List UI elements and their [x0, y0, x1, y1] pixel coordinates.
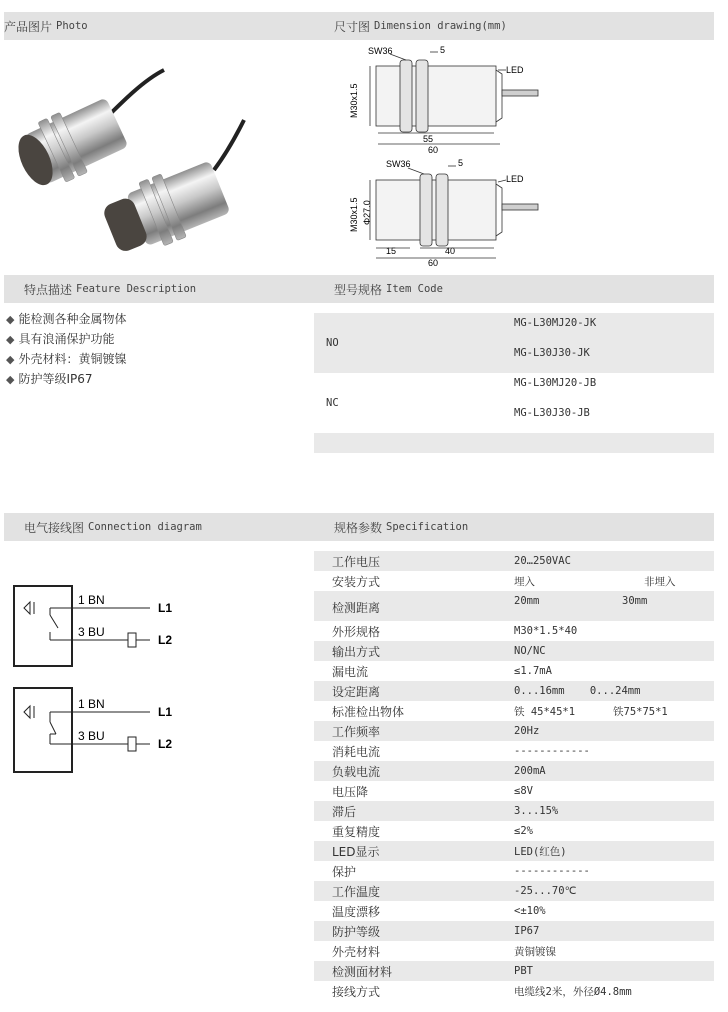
- spec-value: ≤1.7mA: [514, 665, 552, 677]
- nut-label-top: 5: [440, 45, 446, 55]
- item-code: MG-L30J30-JK: [514, 347, 590, 359]
- spec-key: 接线方式: [332, 984, 381, 999]
- wire-bu-no: 3 BU: [78, 625, 105, 639]
- spec-key: 温度漂移: [332, 904, 381, 919]
- feature-item: ◆ 防护等级IP67: [6, 372, 93, 386]
- connection-title-cn: 电气接线图: [24, 520, 85, 535]
- spec-key: 防护等级: [332, 924, 381, 939]
- spec-value: NO/NC: [514, 645, 546, 657]
- terminal-l1-no: L1: [158, 601, 173, 615]
- spec-key: 工作电压: [332, 554, 381, 569]
- wire-bu-nc: 3 BU: [78, 729, 105, 743]
- spec-key: 工作温度: [332, 884, 381, 899]
- dimension-title-cn: 尺寸图: [334, 19, 371, 34]
- spec-row: [314, 591, 714, 621]
- diamond-bullet-icon: ◆: [6, 373, 15, 386]
- spec-row: [314, 741, 714, 761]
- dim-60-bottom: 60: [428, 258, 439, 268]
- specification-title-cn: 规格参数: [334, 520, 383, 535]
- spec-row: [314, 571, 714, 591]
- dimension-title-en: Dimension drawing(mm): [374, 20, 507, 32]
- item-code-row-nc: [314, 373, 714, 433]
- connection-header: [4, 513, 314, 541]
- spec-value: ≤8V: [514, 785, 533, 797]
- dimension-header: [314, 12, 714, 40]
- spec-value: 20…250VAC: [514, 555, 571, 567]
- thread-label-bottom: M30x1.5: [349, 197, 359, 232]
- spec-value: IP67: [514, 925, 540, 937]
- spec-row: [314, 781, 714, 801]
- spec-key: 保护: [332, 864, 357, 879]
- spec-row: [314, 821, 714, 841]
- spec-key: 漏电流: [332, 664, 369, 679]
- spec-value: -25...70℃: [514, 885, 577, 897]
- output-type-nc: NC: [326, 397, 339, 409]
- dim-60-top: 60: [428, 145, 439, 155]
- spec-row: [314, 761, 714, 781]
- item-code-empty-row: [314, 433, 714, 453]
- spec-value: 200mA: [514, 765, 546, 777]
- spec-row: [314, 901, 714, 921]
- specification-header: [314, 513, 714, 541]
- terminal-l2-nc: L2: [158, 737, 173, 751]
- spec-row: [314, 551, 714, 571]
- spec-value: ------------: [514, 865, 590, 877]
- spec-row: [314, 721, 714, 741]
- led-label-bottom: LED: [506, 174, 524, 184]
- nut-label-bottom: 5: [458, 158, 464, 168]
- spec-key: 负载电流: [332, 764, 381, 779]
- output-type-no: NO: [326, 337, 339, 349]
- feature-item: ◆ 能检测各种金属物体: [6, 312, 127, 326]
- led-label-top: LED: [506, 65, 524, 75]
- item-code-row-no: [314, 313, 714, 373]
- spec-value: M30*1.5*40: [514, 625, 578, 637]
- sw-label-top: SW36: [368, 46, 393, 56]
- spec-row: [314, 981, 714, 1001]
- photo-title-cn: 产品图片: [4, 19, 53, 34]
- spec-row: [314, 801, 714, 821]
- terminal-l2-no: L2: [158, 633, 173, 647]
- dim-15: 15: [386, 246, 397, 256]
- spec-value: LED(红色): [514, 845, 567, 858]
- item-code-title-en: Item Code: [386, 283, 443, 295]
- thread-label-top: M30x1.5: [349, 83, 359, 118]
- diamond-bullet-icon: ◆: [6, 353, 15, 366]
- spec-key: 检测面材料: [332, 964, 393, 979]
- spec-row: [314, 641, 714, 661]
- specification-title-en: Specification: [386, 521, 469, 533]
- spec-value-2: 非埋入: [644, 575, 676, 588]
- spec-row: [314, 701, 714, 721]
- wire-bn-nc: 1 BN: [78, 697, 105, 711]
- spec-value: 电缆线2米，外径Ø4.8mm: [514, 985, 632, 998]
- wire-bn-no: 1 BN: [78, 593, 105, 607]
- spec-key: 滞后: [332, 804, 357, 819]
- feature-item: ◆ 具有浪涌保护功能: [6, 332, 115, 346]
- spec-row: [314, 881, 714, 901]
- spec-row: [314, 861, 714, 881]
- item-code-title-cn: 型号规格: [334, 282, 383, 297]
- spec-value: ≤2%: [514, 825, 533, 837]
- photo-title-en: Photo: [56, 20, 88, 32]
- spec-value: 埋入: [514, 575, 535, 588]
- dimension-drawing: [330, 40, 550, 270]
- spec-key: 安装方式: [332, 574, 381, 589]
- item-code: MG-L30J30-JB: [514, 407, 590, 419]
- spec-row: [314, 941, 714, 961]
- spec-key: 标准检出物体: [332, 704, 405, 719]
- terminal-l1-nc: L1: [158, 705, 173, 719]
- spec-row: [314, 681, 714, 701]
- dim-55: 55: [423, 134, 434, 144]
- dim-40: 40: [445, 246, 456, 256]
- connection-diagram: [10, 580, 210, 780]
- product-photo: [4, 40, 310, 270]
- spec-value: ------------: [514, 745, 590, 757]
- connection-title-en: Connection diagram: [88, 521, 202, 533]
- item-code: MG-L30MJ20-JB: [514, 377, 597, 389]
- spec-value: 铁 45*45*1 铁75*75*1: [514, 705, 668, 718]
- spec-key: LED显示: [332, 844, 380, 859]
- spec-row: [314, 961, 714, 981]
- spec-row: [314, 621, 714, 641]
- feature-header: [4, 275, 314, 303]
- spec-key: 设定距离: [332, 684, 381, 699]
- spec-value: 20mm: [514, 595, 540, 607]
- diamond-bullet-icon: ◆: [6, 313, 15, 326]
- spec-key: 重复精度: [332, 824, 381, 839]
- spec-key: 输出方式: [332, 644, 381, 659]
- spec-value: 黄铜镀镍: [514, 945, 556, 958]
- spec-value: 0...16mm 0...24mm: [514, 685, 641, 697]
- spec-row: [314, 921, 714, 941]
- feature-title-cn: 特点描述: [24, 282, 73, 297]
- spec-key: 电压降: [332, 784, 369, 799]
- item-code: MG-L30MJ20-JK: [514, 317, 597, 329]
- spec-key: 消耗电流: [332, 744, 381, 759]
- spec-row: [314, 841, 714, 861]
- item-code-header: [314, 275, 714, 303]
- spec-key: 检测距离: [332, 601, 381, 615]
- spec-key: 外形规格: [332, 624, 381, 639]
- spec-value: <±10%: [514, 905, 546, 917]
- spec-value: 20Hz: [514, 725, 540, 737]
- feature-title-en: Feature Description: [76, 283, 197, 295]
- spec-key: 工作频率: [332, 724, 381, 739]
- sw-label-bottom: SW36: [386, 159, 411, 169]
- spec-value-2: 30mm: [622, 595, 648, 607]
- photo-header: [4, 12, 314, 40]
- spec-value: 3...15%: [514, 805, 559, 817]
- spec-key: 外壳材料: [332, 944, 381, 959]
- feature-item: ◆ 外壳材料：黄铜镀镍: [6, 352, 127, 366]
- diameter-label: Φ27.0: [362, 200, 372, 225]
- diamond-bullet-icon: ◆: [6, 333, 15, 346]
- spec-value: PBT: [514, 965, 533, 977]
- spec-row: [314, 661, 714, 681]
